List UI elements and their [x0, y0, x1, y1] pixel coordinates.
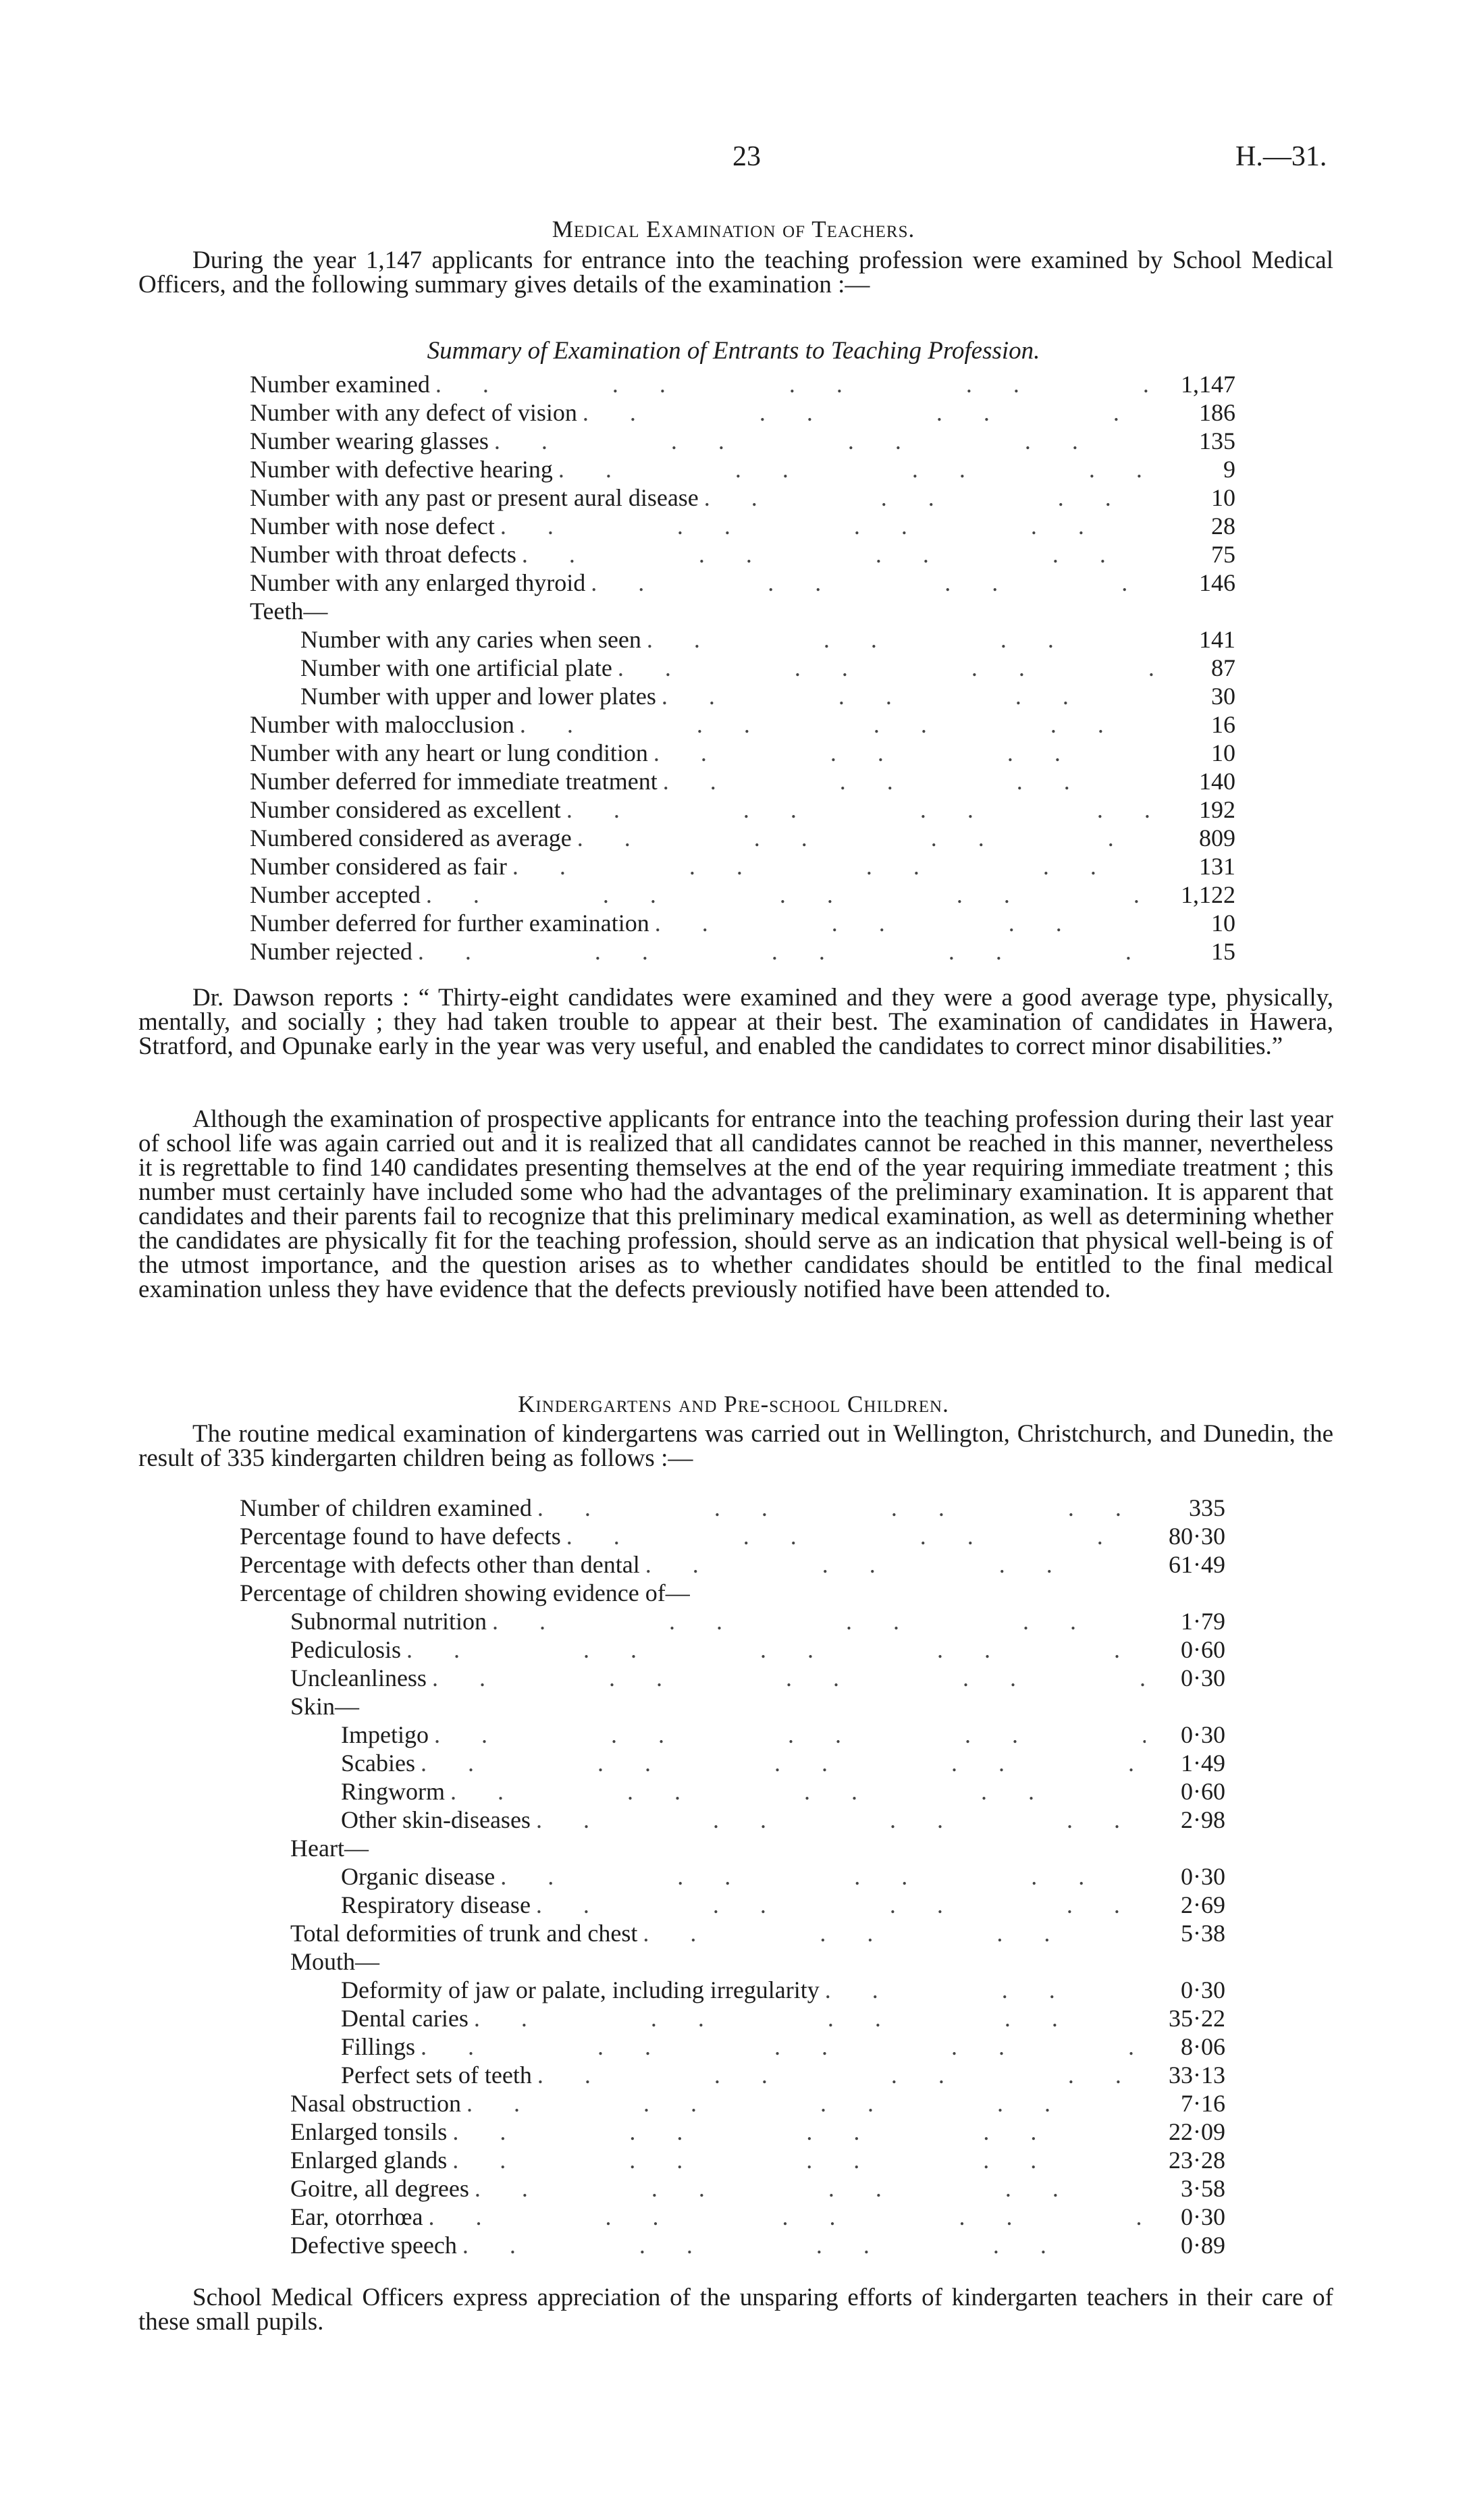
teachers-table-row-value: 809 — [1199, 824, 1235, 851]
teachers-table-row-value: 75 — [1211, 541, 1235, 568]
teachers-table-row-value: 131 — [1199, 853, 1235, 880]
leader-dots — [475, 2174, 1146, 2203]
leader-dots — [406, 1635, 1146, 1664]
teachers-table-row-label: Number with any enlarged thyroid — [250, 569, 586, 596]
teachers-table-row-value: 10 — [1211, 910, 1235, 937]
kindergarten-table-row — [341, 2004, 1225, 2032]
teachers-table-row-value: 135 — [1199, 427, 1235, 454]
kindergarten-table-row-label: Goitre, all degrees — [290, 2175, 469, 2202]
teachers-table-title: Summary of Examination of Entrants to Teaching Profession. — [427, 337, 1040, 365]
kindergarten-table-row-value: 7·16 — [1181, 2090, 1225, 2117]
kindergarten-table-row-label: Scabies — [341, 1750, 415, 1777]
kindergarten-table-row — [341, 1891, 1225, 1919]
kindergarten-table-row-value: 0·60 — [1181, 1778, 1225, 1805]
teachers-table-row-label: Number deferred for further examination — [250, 910, 649, 937]
leader-dots — [566, 1522, 1146, 1550]
leader-dots — [418, 937, 1156, 966]
teachers-table-row — [250, 569, 1235, 597]
teachers-table-row-value: 87 — [1211, 654, 1235, 681]
kindergarten-table-row — [290, 2231, 1225, 2259]
kindergarten-table-row — [290, 1664, 1225, 1692]
kindergarten-table-row-label: Number of children examined — [240, 1494, 532, 1521]
kindergarten-table-row-label: Ear, otorrhœa — [290, 2203, 423, 2230]
kindergarten-table-row-label: Dental caries — [341, 2005, 469, 2032]
kindergarten-intro-text: The routine medical examination of kindergartens was carried out in Wellington, Christchurch, and Dunedin, the result of 335 kindergarten children being as follows :— — [138, 1420, 1333, 1472]
teachers-table-row — [250, 398, 1235, 427]
leader-dots — [537, 2061, 1146, 2089]
discussion-paragraph — [138, 1107, 1333, 1302]
kindergarten-table-row-label: Respiratory disease — [341, 1891, 531, 1918]
teachers-table-row-label: Number wearing glasses — [250, 427, 489, 454]
teachers-table-row-label: Number rejected — [250, 938, 412, 965]
leader-dots — [450, 1777, 1146, 1806]
kindergarten-table-row-label: Pediculosis — [290, 1636, 402, 1663]
leader-dots — [566, 795, 1156, 824]
leader-dots — [500, 1862, 1146, 1891]
teachers-table-row — [250, 824, 1235, 852]
teachers-table-row-value: 10 — [1211, 484, 1235, 511]
section-heading-kindergartens: Kindergartens and Pre-school Children. — [518, 1391, 949, 1417]
teachers-table-row — [250, 540, 1235, 569]
kindergarten-table-row — [341, 2032, 1225, 2061]
kindergarten-intro-paragraph — [138, 1422, 1333, 1471]
teachers-table-row-label: Number accepted — [250, 881, 421, 908]
kindergarten-table-row — [341, 1976, 1225, 2004]
leader-dots — [825, 1976, 1146, 2004]
kindergarten-table-row-value: 0·30 — [1181, 1976, 1225, 2003]
leader-dots — [577, 824, 1156, 852]
kindergarten-table-row — [341, 1749, 1225, 1777]
teachers-table-row — [250, 909, 1235, 937]
leader-dots — [434, 1721, 1146, 1749]
kindergarten-table-row-label: Percentage with defects other than dental — [240, 1551, 640, 1578]
kindergarten-table-row-label: Enlarged tonsils — [290, 2118, 448, 2145]
leader-dots — [704, 483, 1156, 512]
kindergarten-table-row — [240, 1579, 1225, 1607]
teachers-table-row — [250, 767, 1235, 795]
kindergarten-table-row-label: Mouth— — [290, 1948, 380, 1975]
kindergarten-table-row-value: 80·30 — [1169, 1523, 1225, 1550]
leader-dots — [647, 625, 1156, 654]
kindergarten-table-row — [290, 2118, 1225, 2146]
teachers-table-row-value: 30 — [1211, 683, 1235, 710]
leader-dots — [474, 2004, 1146, 2032]
kindergarten-table-row — [240, 1522, 1225, 1550]
kindergarten-table-row — [290, 2203, 1225, 2231]
kindergarten-table-row — [290, 2089, 1225, 2118]
kindergarten-table-row-value: 23·28 — [1169, 2147, 1225, 2174]
teachers-table-row-label: Teeth— — [250, 598, 328, 625]
kindergarten-table-row-value: 33·13 — [1169, 2062, 1225, 2089]
kindergarten-table-row-value: 8·06 — [1181, 2033, 1225, 2060]
kindergarten-table-row — [290, 1919, 1225, 1947]
teachers-table-row-value: 28 — [1211, 513, 1235, 540]
teachers-table-row-label: Number with defective hearing — [250, 456, 553, 483]
teachers-table-row — [250, 739, 1235, 767]
teachers-table-row-value: 1,147 — [1181, 371, 1235, 398]
kindergarten-table-row-value: 335 — [1189, 1494, 1225, 1521]
kindergarten-table-row-value: 0·30 — [1181, 1664, 1225, 1691]
kindergarten-table-row-value: 1·79 — [1181, 1608, 1225, 1635]
teachers-table-row-value: 9 — [1223, 456, 1235, 483]
teachers-table-row — [300, 654, 1235, 682]
kindergarten-table-row — [290, 1834, 1225, 1862]
teachers-table-row-label: Number with any past or present aural disease — [250, 484, 699, 511]
kindergarten-table-row-value: 3·58 — [1181, 2175, 1225, 2202]
teachers-table-row-label: Number with any caries when seen — [300, 626, 641, 653]
leader-dots — [618, 654, 1156, 682]
leader-dots — [452, 2146, 1146, 2174]
leader-dots — [432, 1664, 1146, 1692]
teachers-table-row — [250, 597, 1235, 625]
dawson-report-text: Dr. Dawson reports : “ Thirty-eight candidates were examined and they were a good average type, physically, mentally, and socially ; they had taken trouble to appear at their best. The examination of candidates in Hawera, Stratford, and Opunake early in the year was very useful, and enabled the candidates to correct minor disabilities.” — [138, 984, 1333, 1060]
kindergarten-table-row — [341, 1806, 1225, 1834]
teachers-table-row — [250, 937, 1235, 966]
leader-dots — [536, 1806, 1146, 1834]
leader-dots — [428, 2203, 1146, 2231]
kindergarten-table-row — [341, 1777, 1225, 1806]
teachers-table-row — [250, 881, 1235, 909]
teachers-table-row-label: Number with any defect of vision — [250, 399, 577, 426]
leader-dots — [421, 2032, 1146, 2061]
kindergarten-table-row-label: Uncleanliness — [290, 1664, 427, 1691]
teachers-table-row — [300, 682, 1235, 710]
leader-dots — [655, 909, 1156, 937]
kindergarten-table-row-value: 35·22 — [1169, 2005, 1225, 2032]
teachers-table-row-label: Number with upper and lower plates — [300, 683, 656, 710]
leader-dots — [512, 852, 1156, 881]
teachers-intro-text: During the year 1,147 applicants for entrance into the teaching profession were examined by School Medical Officers, and the following summary gives details of the examination :— — [138, 246, 1333, 298]
kindergarten-table-row-label: Subnormal nutrition — [290, 1608, 487, 1635]
kindergarten-table-row — [240, 1550, 1225, 1579]
leader-dots — [663, 767, 1156, 795]
kindergarten-table-row-value: 2·98 — [1181, 1806, 1225, 1833]
kindergarten-table-row — [290, 1635, 1225, 1664]
teachers-intro-paragraph — [138, 248, 1333, 297]
leader-dots — [654, 739, 1156, 767]
closing-paragraph — [138, 2286, 1333, 2334]
kindergarten-table-row — [290, 1607, 1225, 1635]
teachers-table-row-label: Number with one artificial plate — [300, 654, 612, 681]
kindergarten-table-row-label: Perfect sets of teeth — [341, 2062, 532, 2089]
teachers-table-row-label: Number deferred for immediate treatment — [250, 768, 658, 795]
teachers-table-row-label: Number examined — [250, 371, 430, 398]
teachers-table-row — [250, 455, 1235, 483]
teachers-table-row-value: 16 — [1211, 711, 1235, 738]
kindergarten-table-row-label: Heart— — [290, 1835, 369, 1862]
leader-dots — [520, 710, 1156, 739]
teachers-table-row — [250, 795, 1235, 824]
teachers-table-row — [250, 852, 1235, 881]
leader-dots — [536, 1891, 1146, 1919]
kindergarten-table-row — [290, 1947, 1225, 1976]
teachers-table-row-label: Number with malocclusion — [250, 711, 514, 738]
teachers-table-row-value: 146 — [1199, 569, 1235, 596]
leader-dots — [522, 540, 1156, 569]
teachers-table-row-value: 192 — [1199, 796, 1235, 823]
report-code: H.—31. — [1235, 141, 1327, 172]
dawson-report-paragraph — [138, 986, 1333, 1059]
leader-dots — [558, 455, 1156, 483]
kindergarten-table-row-value: 2·69 — [1181, 1891, 1225, 1918]
kindergarten-table-row-value: 0·30 — [1181, 1721, 1225, 1748]
leader-dots — [466, 2089, 1146, 2118]
leader-dots — [452, 2118, 1146, 2146]
leader-dots — [583, 398, 1156, 427]
kindergarten-table-row-label: Impetigo — [341, 1721, 429, 1748]
kindergarten-table-row-value: 22·09 — [1169, 2118, 1225, 2145]
kindergarten-table-row-label: Percentage of children showing evidence of— — [240, 1579, 690, 1606]
teachers-table-row-label: Number with throat defects — [250, 541, 516, 568]
leader-dots — [591, 569, 1156, 597]
teachers-table-row-value: 140 — [1199, 768, 1235, 795]
teachers-table-row-value: 186 — [1199, 399, 1235, 426]
kindergarten-table-row-value: 0·89 — [1181, 2232, 1225, 2259]
discussion-text: Although the examination of prospective applicants for entrance into the teaching profession during their last year of school life was again carried out and it is realized that all candidates cannot be reached in this manner, nevertheless it is regrettable to find 140 candidates presenting themselves at the end of the year requiring immediate treatment ; this number must certainly have included some who had the advantages of the preliminary examination. It is apparent that candidates and their parents fail to recognize that this preliminary medical examination, as well as determining whether the candidates are physically fit for the teaching profession, should serve as an indication that physical well-being is of the utmost importance, and the question arises as to whether candidates should be entitled to the final medical examination unless they have evidence that the defects previously notified have been attended to. — [138, 1105, 1333, 1303]
kindergarten-table-row-label: Percentage found to have defects — [240, 1523, 561, 1550]
kindergarten-table-row-label: Deformity of jaw or palate, including irregularity — [341, 1976, 820, 2003]
teachers-table-row — [250, 370, 1235, 398]
kindergarten-table-row-value: 5·38 — [1181, 1920, 1225, 1947]
kindergarten-table-row — [290, 1692, 1225, 1721]
kindergarten-table-row — [341, 2061, 1225, 2089]
kindergarten-table-row — [290, 2146, 1225, 2174]
teachers-table-row-value: 141 — [1199, 626, 1235, 653]
kindergarten-table-row-label: Other skin-diseases — [341, 1806, 531, 1833]
teachers-table-row-label: Number with any heart or lung condition — [250, 739, 648, 766]
leader-dots — [435, 370, 1156, 398]
leader-dots — [643, 1919, 1146, 1947]
teachers-table-row — [250, 512, 1235, 540]
leader-dots — [537, 1494, 1146, 1522]
teachers-table-row-value: 1,122 — [1181, 881, 1235, 908]
leader-dots — [421, 1749, 1146, 1777]
kindergarten-table-row-label: Total deformities of trunk and chest — [290, 1920, 638, 1947]
kindergarten-table-row-value: 0·30 — [1181, 1863, 1225, 1890]
kindergarten-table-row-label: Nasal obstruction — [290, 2090, 461, 2117]
kindergarten-table-row — [290, 2174, 1225, 2203]
leader-dots — [494, 427, 1156, 455]
kindergarten-table-row-label: Enlarged glands — [290, 2147, 448, 2174]
kindergarten-table-row — [341, 1862, 1225, 1891]
kindergarten-table-row-label: Defective speech — [290, 2232, 457, 2259]
leader-dots — [462, 2231, 1146, 2259]
leader-dots — [645, 1550, 1146, 1579]
kindergarten-table-row — [240, 1494, 1225, 1522]
page-number: 23 — [732, 141, 761, 172]
teachers-table-row-label: Number considered as excellent — [250, 796, 561, 823]
teachers-table-row — [250, 710, 1235, 739]
kindergarten-table-row-label: Fillings — [341, 2033, 416, 2060]
kindergarten-table-row-value: 0·30 — [1181, 2203, 1225, 2230]
teachers-table-row-label: Numbered considered as average — [250, 824, 572, 851]
leader-dots — [500, 512, 1156, 540]
leader-dots — [492, 1607, 1146, 1635]
kindergarten-table-row-label: Ringworm — [341, 1778, 446, 1805]
kindergarten-table-row — [341, 1721, 1225, 1749]
teachers-table-row-value: 15 — [1211, 938, 1235, 965]
teachers-table-row — [250, 483, 1235, 512]
leader-dots — [662, 682, 1156, 710]
teachers-table-row-label: Number considered as fair — [250, 853, 507, 880]
kindergarten-table-row-value: 61·49 — [1169, 1551, 1225, 1578]
teachers-table-row — [250, 427, 1235, 455]
closing-text: School Medical Officers express appreciation of the unsparing efforts of kindergarten teachers in their care of these small pupils. — [138, 2284, 1333, 2336]
kindergarten-table-row-label: Organic disease — [341, 1863, 496, 1890]
teachers-table-row-label: Number with nose defect — [250, 513, 495, 540]
teachers-table-row-value: 10 — [1211, 739, 1235, 766]
kindergarten-table-row-label: Skin— — [290, 1693, 360, 1720]
section-heading-teachers: Medical Examination of Teachers. — [552, 216, 915, 242]
kindergarten-table-row-value: 1·49 — [1181, 1750, 1225, 1777]
leader-dots — [426, 881, 1156, 909]
teachers-table-row — [300, 625, 1235, 654]
kindergarten-table-row-value: 0·60 — [1181, 1636, 1225, 1663]
